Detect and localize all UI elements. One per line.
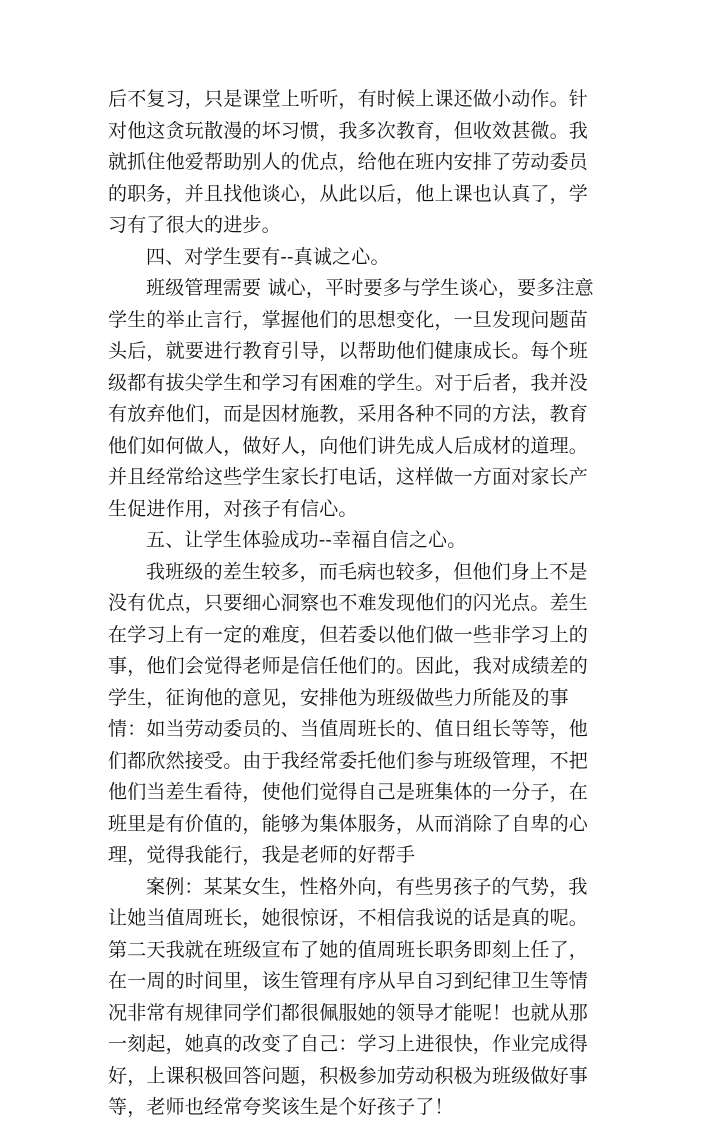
- text-line: 我班级的差生较多，而毛病也较多，但他们身上不是: [146, 560, 588, 583]
- text-line: 等，老师也经常夸奖该生是个好孩子了！: [108, 1096, 454, 1118]
- text-line: 学生的举止言行，掌握他们的思想变化，一旦发现问题苗: [108, 308, 589, 331]
- text-line: 五、让学生体验成功--幸福自信之心。: [146, 529, 467, 551]
- text-line: 并且经常给这些学生家长打电话，这样做一方面对家长产: [108, 466, 589, 488]
- text-line: 对他这贪玩散漫的坏习惯，我多次教育，但收效甚微。我: [108, 119, 589, 142]
- text-line: 学生，征询他的意见，安排他为班级做些力所能及的事: [108, 686, 569, 709]
- text-line: 他们如何做人，做好人，向他们讲先成人后成材的道理。: [108, 434, 589, 457]
- text-line: 们都欣然接受。由于我经常委托他们参与班级管理，不把: [108, 749, 589, 772]
- text-line: 好，上课积极回答问题，积极参加劳动积极为班级做好事: [108, 1064, 589, 1087]
- text-line: 一刻起，她真的改变了自己：学习上进很快，作业完成得: [108, 1033, 589, 1055]
- text-line: 四、对学生要有--真诚之心。: [146, 245, 390, 268]
- text-line: 在学习上有一定的难度，但若委以他们做一些非学习上的: [108, 623, 589, 646]
- text-line: 理，觉得我能行，我是老师的好帮手: [108, 844, 416, 866]
- text-line: 生促进作用，对孩子有信心。: [108, 497, 358, 520]
- text-line: 事，他们会觉得老师是信任他们的。因此，我对成绩差的: [108, 655, 589, 677]
- document-body: [108, 84, 628, 1124]
- text-line: 习有了很大的进步。: [108, 214, 281, 236]
- text-line: 班级管理需要 诚心，平时要多与学生谈心，要多注意: [146, 277, 594, 299]
- text-line: 没有优点，只要细心洞察也不难发现他们的闪光点。差生: [108, 592, 589, 614]
- text-line: 就抓住他爱帮助别人的优点，给他在班内安排了劳动委员: [108, 151, 589, 173]
- text-line: 级都有拔尖学生和学习有困难的学生。对于后者，我并没: [108, 371, 589, 394]
- text-line: 头后，就要进行教育引导，以帮助他们健康成长。每个班: [108, 340, 589, 362]
- text-line: 后不复习，只是课堂上听听，有时候上课还做小动作。针: [108, 88, 589, 110]
- text-line: 况非常有规律同学们都很佩服她的领导才能呢！也就从那: [108, 1001, 589, 1024]
- text-line: 情：如当劳动委员的、当值周班长的、值日组长等等，他: [108, 718, 589, 740]
- text-line: 在一周的时间里，该生管理有序从早自习到纪律卫生等情: [108, 970, 589, 992]
- text-line: 让她当值周班长，她很惊讶，不相信我说的话是真的呢。: [108, 907, 589, 929]
- text-line: 第二天我就在班级宣布了她的值周班长职务即刻上任了，: [108, 938, 589, 961]
- text-line: 案例：某某女生，性格外向，有些男孩子的气势，我: [146, 875, 588, 898]
- text-line: 有放弃他们，而是因材施教，采用各种不同的方法，教育: [108, 403, 589, 425]
- text-line: 的职务，并且找他谈心，从此以后，他上课也认真了，学: [108, 182, 589, 205]
- text-line: 班里是有价值的，能够为集体服务，从而消除了自卑的心: [108, 812, 589, 835]
- text-line: 他们当差生看待，使他们觉得自己是班集体的一分子，在: [108, 781, 589, 803]
